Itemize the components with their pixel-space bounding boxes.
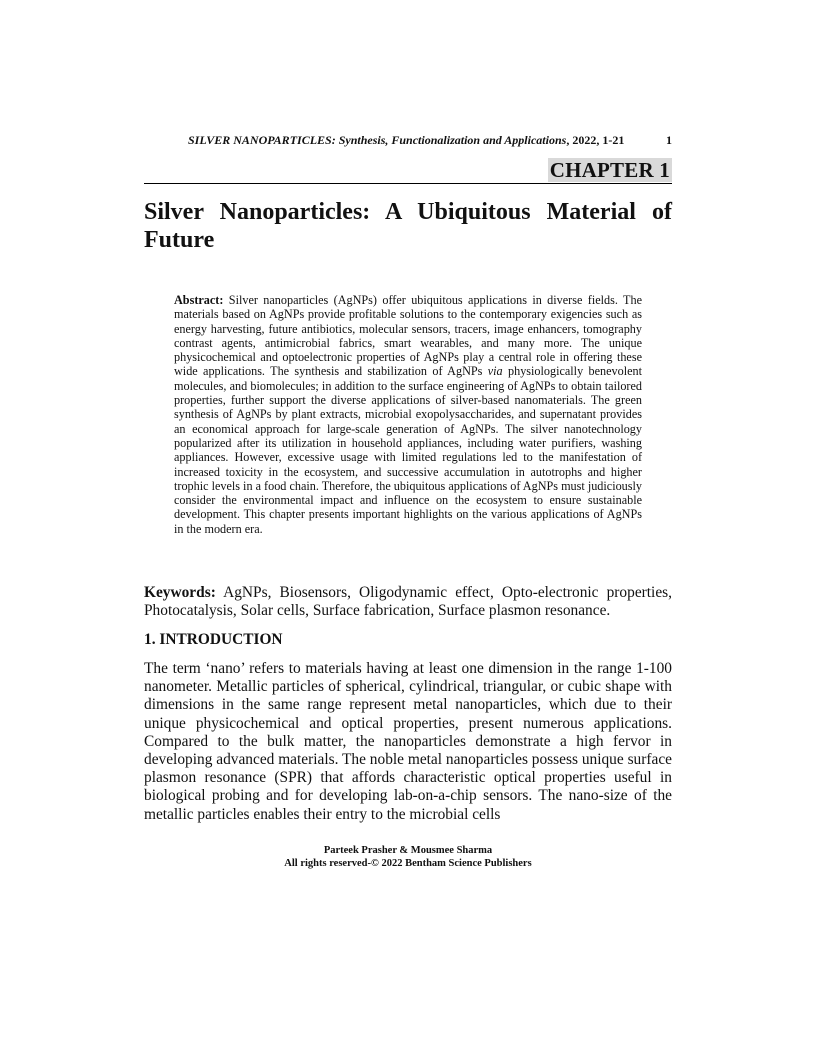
running-head [188,133,672,147]
abstract-italic-via: via [487,364,503,379]
running-head-year-pages: , 2022, 1-21 [566,133,625,147]
footer-authors: Parteek Prasher & Mousmee Sharma [323,845,493,856]
running-head-series: SILVER NANOPARTICLES: Synthesis, Functionalization and Applications [188,133,567,147]
chapter-label: CHAPTER 1 [549,158,670,182]
introduction-paragraph: The term ‘nano’ refers to materials having at least one dimension in the range 1-100 nanometer. Metallic particles of spherical, cylindrical, triangular, or cubic shape with dimensions in the same range represent metal nanoparticles, which due to their unique physicochemical and optical properties, present numerous applications. Compared to the bulk matter, the nanoparticles demonstrate a high fervor in developing advanced materials. The noble metal nanoparticles possess unique surface plasmon resonance (SPR) that affords characteristic optical properties useful in biological probing and for developing lab-on-a-chip sensors. The nano-size of the metallic particles enables their entry to the microbial cells [144,660,672,823]
abstract-text-after: physiologically benevolent molecules, and biomolecules; in addition to the surface engineering of AgNPs to obtain tailored properties, further support the diverse applications of silver-based nanomaterials. The green synthesis of AgNPs by plant extracts, microbial exopolysaccharides, and supernatant provides an economical approach for large-scale generation of AgNPs. The silver nanotechnology popularized after its utilization in household appliances, including water purifiers, washing appliances. However, excessive usage with limited regulations led to the manifestation of increased toxicity in the ecosystem, and successive accumulation in autotrophs and higher trophic levels in a food chain. Therefore, the ubiquitous applications of AgNPs must judiciously consider the environmental impact and influence on the ecosystem to ensure sustainable development. This chapter presents important highlights on the various applications of AgNPs in the modern era. [174,364,642,536]
abstract-label: Abstract: [174,293,224,307]
abstract [174,293,642,536]
keywords-text: AgNPs, Biosensors, Oligodynamic effect, Opto-electronic properties, Photocatalysis, Solar cells, Surface fabrication, Surface plasmon resonance. [144,584,672,619]
abstract-text-before: Silver nanoparticles (AgNPs) offer ubiquitous applications in diverse fields. The materials based on AgNPs provide profitable solutions to the contemporary exigencies such as energy harvesting, future antibiotics, molecular sensors, tracers, image enhancers, tomography contrast agents, antimicrobial fabrics, smart wearables, and many more. The unique physicochemical and optoelectronic properties of AgNPs play a central role in offering these wide applications. The synthesis and stabilization of AgNPs [174,293,642,379]
chapter-title: Silver Nanoparticles: A Ubiquitous Material of Future [144,199,672,253]
footer-rights: All rights reserved-© 2022 Bentham Science Publishers [284,858,532,869]
chapter-divider [144,183,672,184]
keywords [144,584,672,620]
keywords-label: Keywords: [144,584,216,601]
page-footer [144,844,672,870]
page-number: 1 [666,133,672,147]
section-heading-introduction: 1. INTRODUCTION [144,631,283,648]
